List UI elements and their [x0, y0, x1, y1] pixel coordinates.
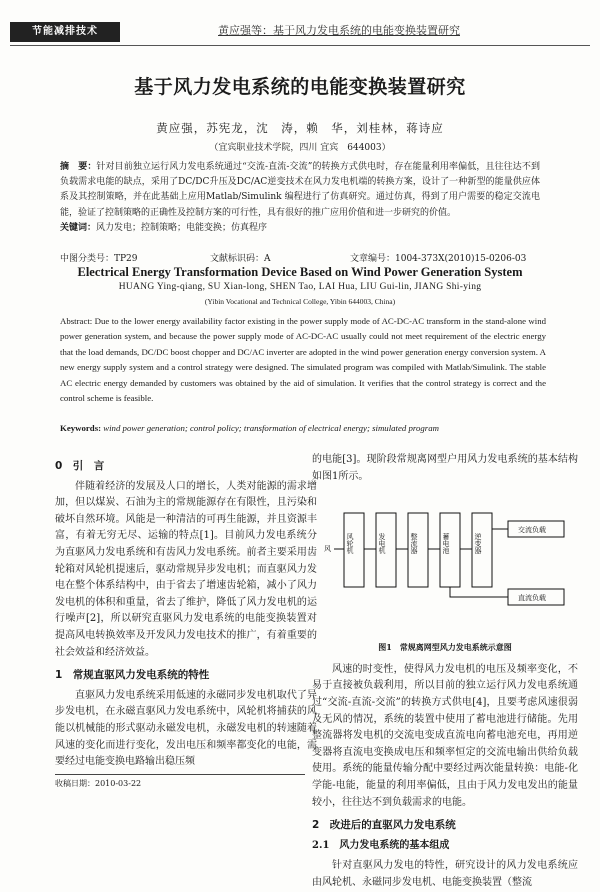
english-abstract-label: Abstract:: [60, 316, 93, 326]
keywords-zh-label: 关键词：: [60, 222, 97, 233]
wind-label: 风: [324, 545, 331, 554]
section-0-paragraph: 伴随着经济的发展及人口的增长，人类对能源的需求增加，但以煤炭、石油为主的常规能源存在有限性，且污染和破坏自然环境。风能是一种清洁的可再生能源，并且资源丰富，有着无穷无尽、运输的特点[1]。目前风力发电系统分为直驱风力发电系统和有齿风力发电系统。前者主要采用齿轮箱对风轮机提速后，驱动常规异步发电机；而直驱风力发电在整个体系结构中，由于省去了增速齿轮箱，减小了风力发电机的体积和重量，省去了维护，降低了风力发电机的运行噪声[2]，所以研究直驱风力发电系统的电能变换装置对提高风电转换效率及开发风力发电技术的推广，有着重要的社会效益和经济效益。: [55, 480, 317, 658]
link-battery-dcload: [450, 587, 508, 597]
right-paragraph-1: 的电能[3]。现阶段常规离网型户用风力发电系统的基本结构如图1所示。: [312, 454, 578, 482]
turbine-label: 风轮机: [346, 533, 354, 555]
dc-load-label: 直流负载: [518, 594, 546, 603]
english-authors: HUANG Ying-qiang, SU Xian-long, SHEN Tao, LAI Hua, LIU Gui-lin, JIANG Shi-ying: [118, 282, 482, 292]
doc-code: 文献标识码：A: [210, 254, 271, 264]
english-abstract: [60, 314, 546, 406]
english-title: Electrical Energy Transformation Device Based on Wind Power Generation System: [77, 265, 523, 279]
keywords-zh-text: 风力发电；控制策略；电能变换；仿真程序: [96, 222, 268, 233]
clc-number: 中图分类号：TP29: [60, 254, 138, 264]
header-rule: [10, 45, 590, 46]
english-keywords: [60, 423, 546, 433]
system-diagram: [322, 493, 572, 633]
running-title: 黄应强等：基于风力发电系统的电能变换装置研究: [218, 24, 460, 37]
english-keywords-text: wind power generation; control policy; transformation of electrical energy; simulated program: [103, 423, 439, 433]
battery-label: 蓄电池: [442, 533, 450, 555]
column-tag: 节能减排技术: [10, 22, 120, 42]
inverter-label: 逆变器: [474, 533, 482, 555]
paper-affiliation: （宜宾职业技术学院，四川 宜宾 644003）: [209, 143, 391, 153]
section-0-heading: 0 引 言: [55, 460, 105, 472]
paper-title: 基于风力发电系统的电能变换装置研究: [134, 76, 466, 98]
abstract-zh: [60, 160, 540, 236]
right-paragraph-3: 针对直驱风力发电的特性，研究设计的风力发电系统应由风轮机、永磁同步发电机、电能变换装置（整流: [312, 860, 578, 888]
generator-label: 发电机: [378, 533, 386, 555]
section-1-heading: 1 常规直驱风力发电系统的特性: [55, 669, 210, 682]
section-2-heading: 2 改进后的直驱风力发电系统: [312, 819, 456, 832]
article-number: 文章编号：1004-373X(2010)15-0206-03: [350, 254, 527, 264]
rectifier-label: 整流器: [410, 533, 418, 555]
abstract-zh-text: 针对目前独立运行风力发电系统通过“交流-直流-交流”的转换方式供电时，存在能量利用率偏低，且往往达不到负载需求电能的缺点，采用了DC/DC升压及DC/AC逆变技术在风力发电机端的转换方案，设计了一种新型的能量供应体系及其控制策略，并在此基础上应用Matlab/Simulink 编程进行了仿真研究。通过仿真，得到了用户需要的稳定交流电能，验证了控制策略的正确性及控制方案的可行性，具有很好的推广应用价值和进一步研究的价值。: [60, 162, 540, 218]
abstract-zh-label: 摘 要：: [60, 162, 97, 172]
received-date: 收稿日期：2010-03-22: [55, 774, 305, 789]
left-column: [55, 452, 317, 771]
right-paragraph-2: 风速的时变性，使得风力发电机的电压及频率变化，不易于直接被负载利用，所以目前的独立运行风力发电系统通过“交流-直流-交流”的转换方式供电[4]，且要考虑风速很弱及无风的情况，系统的装置中使用了蓄电池进行储能。先用整流器将发电机的交流电变成直流电向蓄电池充电，再用逆变器将直流电变换成电压和频率恒定的交流电输出供给负载使用。系统的能量传输分配中要经过两次能量转换：电能-化学能-电能，能量的利用率偏低，且由于风力发电发出的能量较小，往往达不到负载需求的电能。: [312, 663, 578, 808]
paper-authors: 黄应强，苏宪龙，沈 涛，赖 华，刘桂林，蒋诗应: [156, 121, 444, 135]
figure-1: [312, 489, 578, 635]
ac-load-label: 交流负载: [518, 526, 546, 535]
english-affiliation: (Yibin Vocational and Technical College, Yibin 644003, China): [204, 297, 396, 306]
section-1-paragraph: 直驱风力发电系统采用低速的永磁同步发电机取代了异步发电机，在永磁直驱风力发电系统中，风轮机将捕获的风能以机械能的形式驱动永磁发电机，永磁发电机的转速随着风速的变化而进行变化，发出电压和频率都变化的电能，需要经过电能变换电路输出稳压频: [55, 689, 317, 768]
section-2-1-heading: 2.1 风力发电系统的基本组成: [312, 839, 450, 851]
english-abstract-text: Due to the lower energy availability factor existing in the power supply mode of AC-DC-AC transform in the stand-alone wind power generation system, and because the power supply mode of AC-DC-AC usually could not meet requirement of the electric energy that the load demands, DC/DC boost chopper and DC/AC inverter are adopted in the wind power generation energy conversion system. A new energy supply system and a control strategy were designed. The simulated program was compiled with Matlab/Simulink. The stable AC electric energy demanded by customers was obtained by the aid of simulation. It verifies that the control strategy is correct and the control scheme is feasible.: [60, 316, 546, 404]
english-keywords-label: Keywords:: [60, 423, 102, 433]
figure-1-caption: 图1 常规离网型风力发电系统示意图: [378, 642, 512, 653]
right-column: [312, 452, 578, 892]
